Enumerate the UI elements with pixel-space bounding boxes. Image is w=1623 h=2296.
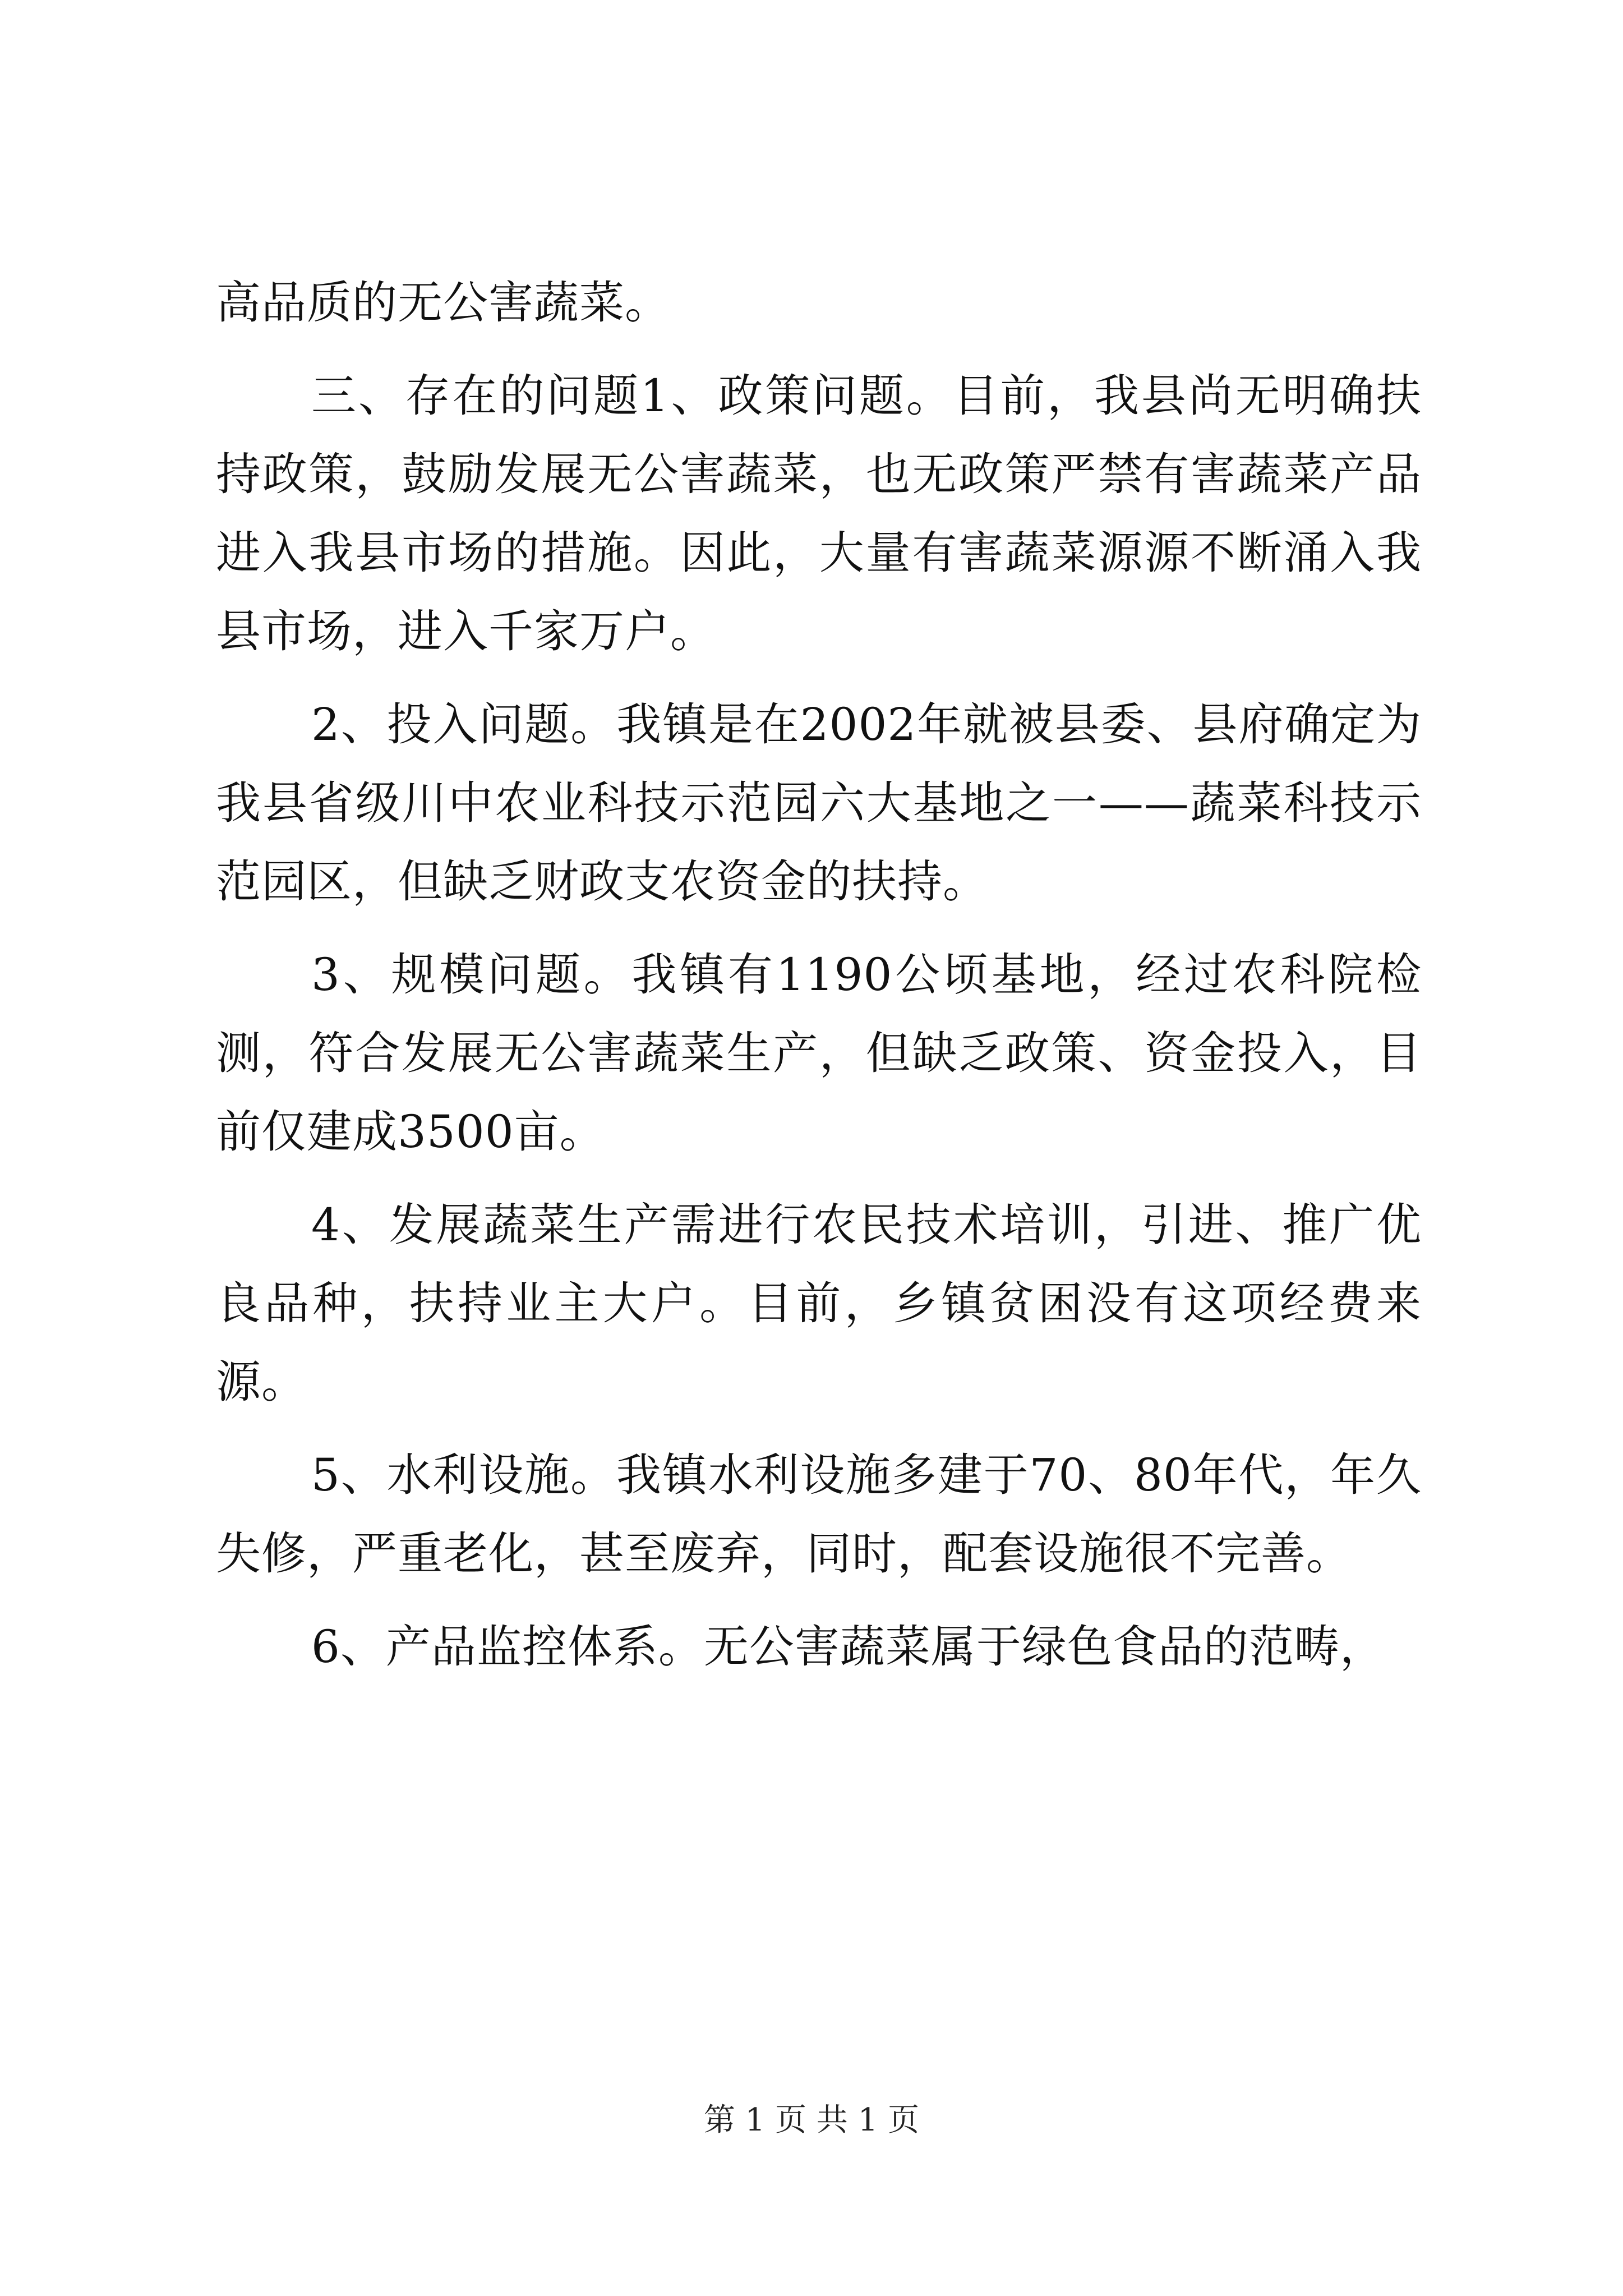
paragraph-monitoring: 6、产品监控体系。无公害蔬菜属于绿色食品的范畴， — [311, 1621, 1385, 1673]
paragraph-problems-policy: 三、存在的问题1、政策问题。目前，我县尚无明确扶持政策，鼓励发展无公害蔬菜，也无政策严禁有害蔬菜产品进入我县市场的措施。因此，大量有害蔬菜源源不断涌入我县市场，进入千家万户。 — [216, 370, 1422, 657]
paragraph-investment: 2、投入问题。我镇是在2002年就被县委、县府确定为我县省级川中农业科技示范园六大基地之一——蔬菜科技示范园区，但缺乏财政支农资金的扶持。 — [216, 698, 1422, 908]
paragraph-water-facilities: 5、水利设施。我镇水利设施多建于70、80年代，年久失修，严重老化，甚至废弃，同时，配套设施很不完善。 — [216, 1449, 1422, 1580]
paragraph-continuation: 高品质的无公害蔬菜。 — [216, 277, 670, 329]
paragraph-scale: 3、规模问题。我镇有1190公顷基地，经过农科院检测，符合发展无公害蔬菜生产，但缺乏政策、资金投入，目前仅建成3500亩。 — [216, 949, 1422, 1158]
page-footer: 第 1 页 共 1 页 — [703, 2102, 920, 2138]
paragraph-training: 4、发展蔬菜生产需进行农民技术培训，引进、推广优良品种，扶持业主大户。目前，乡镇贫困没有这项经费来源。 — [216, 1199, 1422, 1408]
document-body — [216, 264, 1422, 1701]
